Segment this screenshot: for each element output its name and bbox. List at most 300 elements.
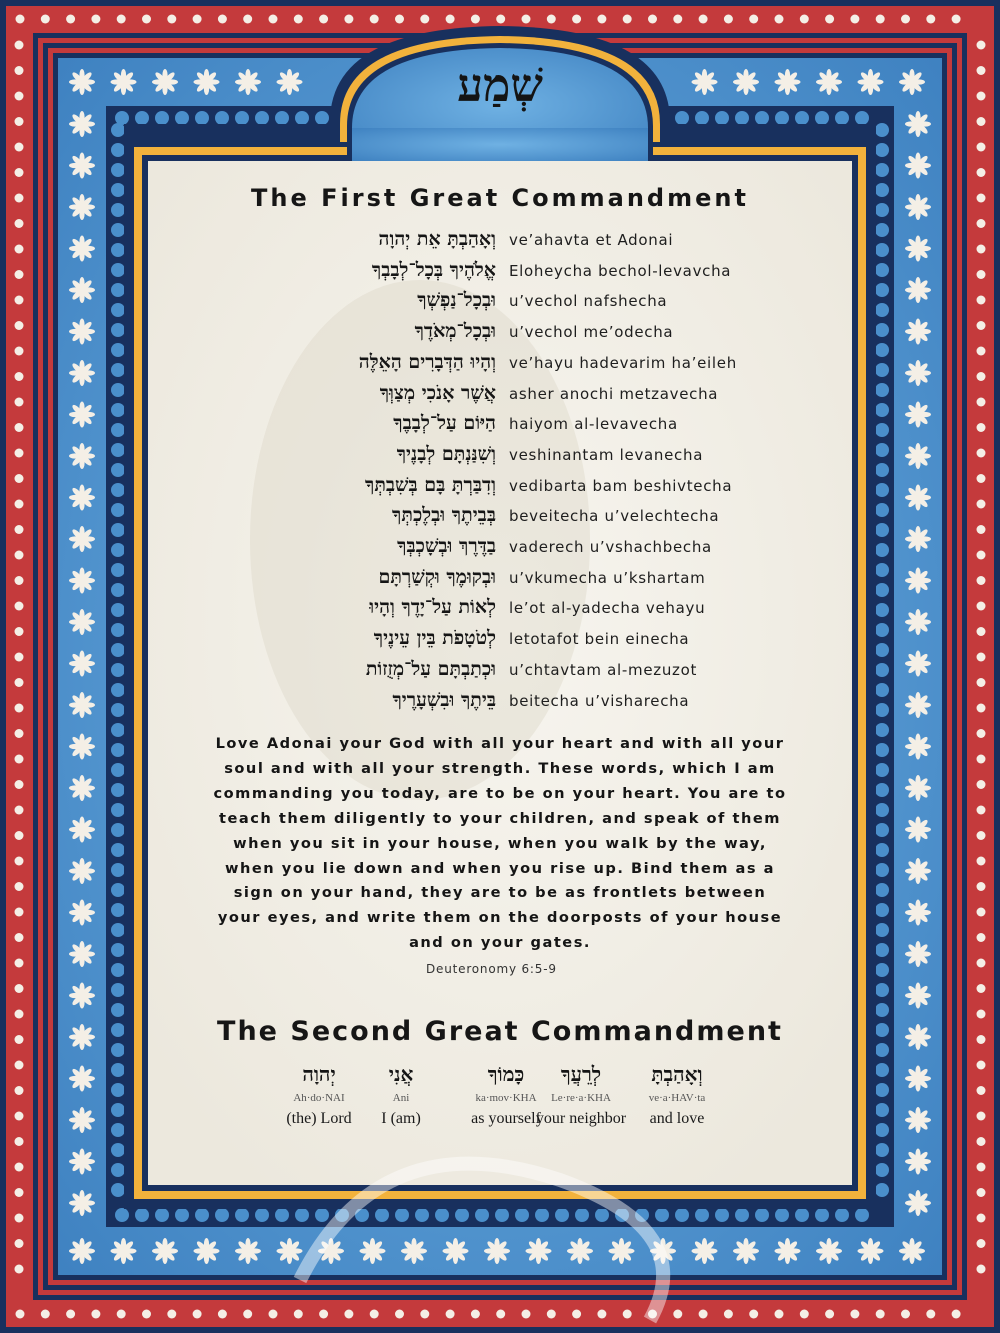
flower-icon <box>69 858 95 884</box>
border-dot <box>977 296 986 305</box>
verse-line <box>150 412 850 443</box>
flower-icon <box>111 1238 137 1264</box>
border-dot <box>977 780 986 789</box>
scallop <box>875 163 889 177</box>
border-dot <box>597 1310 606 1319</box>
flower-icon <box>905 402 931 428</box>
border-dot <box>15 602 24 611</box>
border-dot <box>977 168 986 177</box>
transliteration: Eloheycha bechol-levavcha <box>509 261 732 280</box>
scallop <box>875 1123 889 1137</box>
flower-icon <box>484 1238 510 1264</box>
border-dot <box>142 1310 151 1319</box>
flower-icon <box>905 319 931 345</box>
border-dot <box>926 15 935 24</box>
scallop <box>875 123 889 137</box>
hebrew-text: וּכְתַבְתָּם עַל־מְזֻזוֹת <box>365 657 496 680</box>
scallop <box>135 1208 149 1222</box>
scallop <box>855 1208 869 1222</box>
word-english: (the) Lord <box>286 1110 352 1127</box>
border-dot <box>15 933 24 942</box>
border-dot <box>16 1310 25 1319</box>
scallop <box>111 343 125 357</box>
scallop <box>875 863 889 877</box>
verse-line <box>150 689 850 720</box>
border-dot <box>218 1310 227 1319</box>
border-dot <box>977 602 986 611</box>
border-dot <box>623 15 632 24</box>
border-dot <box>16 15 25 24</box>
scallop <box>555 1208 569 1222</box>
border-dot <box>15 423 24 432</box>
hebrew-text: לְטֹטָפֹת בֵּין עֵינֶיךָ <box>373 627 496 650</box>
word-english: your neighbor <box>535 1110 627 1127</box>
transliteration: u’vkumecha u’kshartam <box>509 568 706 587</box>
scallop <box>235 111 249 125</box>
border-dot <box>91 1310 100 1319</box>
scallop <box>175 111 189 125</box>
scallop <box>775 111 789 125</box>
scallop <box>111 423 125 437</box>
flower-icon <box>443 1238 469 1264</box>
border-dot <box>15 219 24 228</box>
scallop <box>795 111 809 125</box>
border-dot <box>319 1310 328 1319</box>
scallop <box>875 283 889 297</box>
border-dot <box>15 627 24 636</box>
border-dot <box>15 1137 24 1146</box>
scallop <box>111 783 125 797</box>
border-dot <box>269 1310 278 1319</box>
border-dot <box>977 245 986 254</box>
flower-icon <box>905 111 931 137</box>
border-dot <box>15 755 24 764</box>
scallop <box>815 1208 829 1222</box>
border-dot <box>344 1310 353 1319</box>
border-dot <box>977 1086 986 1095</box>
border-dot <box>496 1310 505 1319</box>
flower-icon <box>69 402 95 428</box>
scallop <box>235 1208 249 1222</box>
border-dot <box>673 1310 682 1319</box>
border-dot <box>446 15 455 24</box>
border-dot <box>977 1239 986 1248</box>
flower-icon <box>69 692 95 718</box>
scallop <box>875 1063 889 1077</box>
scallop <box>135 111 149 125</box>
flower-icon <box>69 1107 95 1133</box>
scallop <box>675 1208 689 1222</box>
border-dot <box>977 500 986 509</box>
scallop <box>111 603 125 617</box>
border-dot <box>15 551 24 560</box>
scallop <box>111 703 125 717</box>
border-dot <box>15 1163 24 1172</box>
border-dot <box>167 15 176 24</box>
border-dot <box>269 15 278 24</box>
scallop <box>111 483 125 497</box>
verse-line <box>150 289 850 320</box>
border-dot <box>977 219 986 228</box>
flower-icon <box>899 1238 925 1264</box>
hebrew-text: אֲשֶׁר אָנֹכִי מְצַוְּךָ <box>379 381 496 404</box>
border-dot <box>15 117 24 126</box>
border-dot <box>977 1137 986 1146</box>
border-dot <box>977 1163 986 1172</box>
scallop <box>835 111 849 125</box>
flower-icon <box>905 609 931 635</box>
scallop <box>275 1208 289 1222</box>
hebrew-text: וּבְכָל־מְאֹדֶךָ <box>414 320 496 343</box>
scallop <box>111 1123 125 1137</box>
border-dot <box>41 1310 50 1319</box>
border-dot <box>15 576 24 585</box>
flower-icon <box>69 153 95 179</box>
word-hebrew: וְאָהַבְתָּ <box>651 1062 703 1086</box>
scallop <box>111 1183 125 1197</box>
scallop <box>875 983 889 997</box>
scallop <box>111 223 125 237</box>
border-dot <box>15 831 24 840</box>
flower-icon <box>69 1149 95 1175</box>
border-dot <box>977 1112 986 1121</box>
scallop <box>655 1208 669 1222</box>
flower-icon <box>69 775 95 801</box>
border-dot <box>15 653 24 662</box>
flower-icon <box>69 485 95 511</box>
verse-line <box>150 535 850 566</box>
transliteration: vaderech u’vshachbecha <box>509 538 712 556</box>
border-dot <box>41 15 50 24</box>
flower-icon <box>905 651 931 677</box>
border-dot <box>15 474 24 483</box>
border-dot <box>977 678 986 687</box>
word-english: I (am) <box>381 1110 421 1127</box>
scallop <box>111 363 125 377</box>
scallop <box>875 543 889 557</box>
scallop <box>455 1208 469 1222</box>
verse-line <box>150 259 850 290</box>
border-dot <box>547 15 556 24</box>
flower-icon <box>360 1238 386 1264</box>
hebrew-text: וְשִׁנַּנְתָּם לְבָנֶיךָ <box>396 442 496 465</box>
word-pronunciation: Ah·do·NAI <box>293 1092 345 1104</box>
border-dot <box>117 1310 126 1319</box>
border-dot <box>395 15 404 24</box>
scallop <box>875 1163 889 1177</box>
scallop <box>395 1208 409 1222</box>
scallop <box>875 143 889 157</box>
flower-icon <box>69 983 95 1009</box>
border-dot <box>977 525 986 534</box>
verse-line <box>150 228 850 259</box>
flower-icon <box>69 277 95 303</box>
scallop <box>575 1208 589 1222</box>
border-dot <box>15 41 24 50</box>
second-commandment-title: The Second Great Commandment <box>217 1016 783 1047</box>
scallop <box>155 111 169 125</box>
flower-icon <box>69 1066 95 1092</box>
scallop <box>275 111 289 125</box>
transliteration: beitecha u’visharecha <box>509 691 690 710</box>
border-dot <box>977 474 986 483</box>
border-dot <box>294 1310 303 1319</box>
scallop <box>435 1208 449 1222</box>
border-dot <box>977 933 986 942</box>
border-dot <box>977 423 986 432</box>
scallop <box>875 463 889 477</box>
hebrew-text: בֵּיתֶךָ וּבִשְׁעָרֶיךָ <box>392 688 496 711</box>
border-dot <box>15 245 24 254</box>
scallop <box>111 743 125 757</box>
border-dot <box>597 15 606 24</box>
flower-icon <box>905 983 931 1009</box>
border-dot <box>15 321 24 330</box>
transliteration: ve’hayu hadevarim ha’eileh <box>509 353 737 372</box>
scallop <box>875 563 889 577</box>
border-dot <box>800 1310 809 1319</box>
border-dot <box>775 15 784 24</box>
border-dot <box>977 347 986 356</box>
flower-icon <box>905 1190 931 1216</box>
border-dot <box>395 1310 404 1319</box>
scallop <box>855 111 869 125</box>
scallop <box>875 1103 889 1117</box>
scallop <box>795 1208 809 1222</box>
border-dot <box>749 1310 758 1319</box>
word-pronunciation: Le·re·a·KHA <box>551 1092 611 1104</box>
scallop <box>111 1003 125 1017</box>
scallop <box>595 1208 609 1222</box>
border-dot <box>496 15 505 24</box>
scallop <box>375 1208 389 1222</box>
word-english: and love <box>649 1110 705 1127</box>
border-dot <box>471 1310 480 1319</box>
scallop <box>111 1063 125 1077</box>
hebrew-text: וְדִבַּרְתָּ בָּם בְּשִׁבְתְּךָ <box>364 473 496 496</box>
border-dot <box>243 15 252 24</box>
transliteration: haiyom al-levavecha <box>509 415 678 434</box>
flower-icon <box>526 1238 552 1264</box>
scallop <box>315 111 329 125</box>
scallop <box>875 503 889 517</box>
flower-icon <box>905 1107 931 1133</box>
border-dot <box>876 1310 885 1319</box>
transliteration: asher anochi metzavecha <box>509 384 719 403</box>
scallop <box>111 763 125 777</box>
scallop <box>535 1208 549 1222</box>
scallop <box>111 623 125 637</box>
word-hebrew: אֲנִי <box>388 1062 414 1086</box>
transliteration: veshinantam levanecha <box>509 445 704 464</box>
scallop <box>875 763 889 777</box>
flower-icon <box>905 941 931 967</box>
border-dot <box>344 15 353 24</box>
border-dot <box>977 653 986 662</box>
border-dot <box>15 1214 24 1223</box>
flower-icon <box>905 485 931 511</box>
border-dot <box>901 1310 910 1319</box>
border-dot <box>977 1214 986 1223</box>
verse-line <box>150 474 850 505</box>
border-dot <box>977 729 986 738</box>
scallop <box>111 443 125 457</box>
flower-icon <box>69 900 95 926</box>
scallop <box>111 543 125 557</box>
word-hebrew: כָּמוֹךָ <box>487 1062 525 1086</box>
hebrew-text: וּבְקוּמֶךָ וּקְשַׁרְתָּם <box>378 565 496 588</box>
scallop <box>875 483 889 497</box>
scallop <box>111 563 125 577</box>
border-dot <box>952 1310 961 1319</box>
scallop <box>111 263 125 277</box>
scallop <box>875 903 889 917</box>
flower-icon <box>69 111 95 137</box>
border-dot <box>699 15 708 24</box>
scallop <box>735 111 749 125</box>
border-dot <box>522 1310 531 1319</box>
border-dot <box>977 398 986 407</box>
border-dot <box>15 1061 24 1070</box>
border-dot <box>15 1265 24 1274</box>
border-dot <box>15 908 24 917</box>
border-dot <box>977 41 986 50</box>
scallop <box>875 623 889 637</box>
scallop <box>111 643 125 657</box>
verse-line <box>150 504 850 535</box>
flower-icon <box>235 1238 261 1264</box>
scallop <box>875 303 889 317</box>
hebrew-text: וְאָהַבְתָּ אֵת יְהוָה <box>378 228 496 250</box>
word-pronunciation: ka·mov·KHA <box>475 1092 537 1104</box>
border-dot <box>648 15 657 24</box>
border-dot <box>15 704 24 713</box>
verse-line <box>150 443 850 474</box>
transliteration: u’chtavtam al-mezuzot <box>509 660 698 679</box>
scallop <box>875 803 889 817</box>
flower-icon <box>905 900 931 926</box>
scallop <box>875 243 889 257</box>
flower-icon <box>69 651 95 677</box>
scallop <box>111 803 125 817</box>
flower-icon <box>69 609 95 635</box>
flower-icon <box>69 360 95 386</box>
border-dot <box>420 1310 429 1319</box>
border-dot <box>446 1310 455 1319</box>
scallop <box>755 1208 769 1222</box>
border-dot <box>850 1310 859 1319</box>
border-dot <box>977 143 986 152</box>
scallop <box>111 403 125 417</box>
border-dot <box>193 1310 202 1319</box>
transliteration: le’ot al-yadecha vehayu <box>509 599 706 618</box>
border-dot <box>15 857 24 866</box>
word-hebrew: לְרֵעֲךָ <box>560 1062 602 1086</box>
scallop <box>115 111 129 125</box>
border-dot <box>749 15 758 24</box>
border-dot <box>977 449 986 458</box>
flower-icon <box>905 277 931 303</box>
scallop <box>875 583 889 597</box>
hebrew-text: לְאוֹת עַל־יָדֶךָ וְהָיוּ <box>369 596 496 619</box>
border-dot <box>15 296 24 305</box>
border-dot <box>977 959 986 968</box>
scallop <box>475 1208 489 1222</box>
scallop <box>875 823 889 837</box>
border-dot <box>15 1239 24 1248</box>
border-dot <box>15 678 24 687</box>
border-dot <box>850 15 859 24</box>
verse-line <box>150 627 850 658</box>
hebrew-text: וּבְכָל־נַפְשְׁךָ <box>417 289 496 312</box>
border-dot <box>15 959 24 968</box>
scallop <box>195 1208 209 1222</box>
flower-icon <box>905 526 931 552</box>
border-dot <box>15 449 24 458</box>
border-dot <box>952 15 961 24</box>
scallop <box>111 663 125 677</box>
scallop <box>695 1208 709 1222</box>
scallop <box>775 1208 789 1222</box>
flower-icon <box>69 526 95 552</box>
scallop <box>111 683 125 697</box>
border-dot <box>977 755 986 764</box>
border-dot <box>673 15 682 24</box>
border-dot <box>977 551 986 560</box>
border-dot <box>724 1310 733 1319</box>
border-dot <box>724 15 733 24</box>
scallop <box>111 283 125 297</box>
scallop <box>875 423 889 437</box>
flower-icon <box>905 858 931 884</box>
scallop <box>735 1208 749 1222</box>
flower-icon <box>905 817 931 843</box>
scallop <box>875 1003 889 1017</box>
scallop <box>111 963 125 977</box>
border-dot <box>977 1265 986 1274</box>
transliteration: u’vechol nafshecha <box>509 292 668 311</box>
hebrew-text: וְהָיוּ הַדְּבָרִים הָאֵלֶּה <box>358 350 496 373</box>
flower-icon <box>905 692 931 718</box>
border-dot <box>91 15 100 24</box>
border-dot <box>15 347 24 356</box>
flower-icon <box>905 734 931 760</box>
transliteration: beveitecha u’velechtecha <box>509 507 720 526</box>
flower-icon <box>69 568 95 594</box>
scallop <box>875 443 889 457</box>
scallop <box>111 923 125 937</box>
scallop <box>111 383 125 397</box>
scallop <box>111 123 125 137</box>
scallop <box>255 1208 269 1222</box>
border-dot <box>572 1310 581 1319</box>
flower-icon <box>69 236 95 262</box>
word-pronunciation: Ani <box>392 1092 410 1104</box>
scallop <box>111 523 125 537</box>
flower-icon <box>194 1238 220 1264</box>
scallop <box>675 111 689 125</box>
border-dot <box>370 15 379 24</box>
border-dot <box>15 270 24 279</box>
flower-icon <box>69 734 95 760</box>
border-dot <box>15 525 24 534</box>
scallop <box>111 143 125 157</box>
flower-icon <box>609 1238 635 1264</box>
word-pronunciation: ve·a·HAV·ta <box>648 1092 706 1104</box>
scallop <box>875 603 889 617</box>
flower-icon <box>905 568 931 594</box>
border-dot <box>977 270 986 279</box>
